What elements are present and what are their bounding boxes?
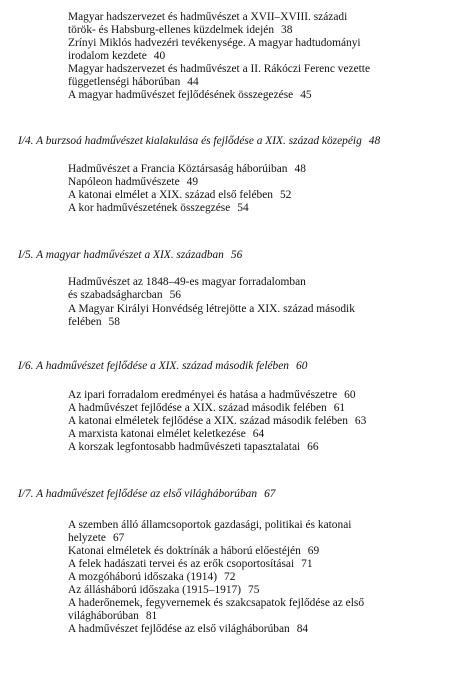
toc-entry-text: helyzete xyxy=(68,532,106,545)
toc-entry xyxy=(68,584,463,597)
page-number: 56 xyxy=(169,289,181,302)
toc-entry xyxy=(68,276,463,302)
page-number: 75 xyxy=(248,584,260,596)
toc-entry-text: A hadművészet fejlődése az első világháborúban xyxy=(68,623,290,635)
page-number: 40 xyxy=(153,50,166,63)
toc-entry xyxy=(68,519,463,545)
toc-entry-text: A hadművészet fejlődése a XIX. század második felében xyxy=(68,402,327,414)
toc-entry-text: A katonai elmélet a XIX. század első felében xyxy=(68,189,273,201)
toc-entry xyxy=(68,441,463,454)
toc-entry-text: Magyar hadszervezet és hadművészet a XVII–XVIII. századi xyxy=(68,11,348,23)
page-number: 71 xyxy=(301,558,313,570)
toc-entry-text: felében xyxy=(68,316,102,329)
toc-entry xyxy=(68,402,463,415)
toc-entry xyxy=(68,37,463,63)
toc-entry xyxy=(68,545,463,558)
section-title: I/6. A hadművészet fejlődése a XIX. század második felében xyxy=(18,360,290,372)
toc-entry xyxy=(68,389,463,402)
section-title: I/4. A burzsoá hadművészet kialakulása és fejlődése a XIX. század közepéig xyxy=(18,135,362,147)
toc-entry-text: Hadművészet az 1848–49-es magyar forradalomban xyxy=(68,276,306,288)
page-number: 84 xyxy=(296,623,309,635)
page-number: 60 xyxy=(296,360,308,372)
section-heading xyxy=(18,135,470,148)
page-number: 66 xyxy=(307,441,319,453)
page-number: 67 xyxy=(264,488,276,500)
toc-entry-text: A magyar hadművészet fejlődésének összegezése xyxy=(68,89,294,101)
page-number: 60 xyxy=(344,389,356,401)
page-number: 67 xyxy=(112,532,125,545)
page-number: 48 xyxy=(294,163,306,175)
page-number: 64 xyxy=(252,428,265,440)
toc-entry xyxy=(68,63,463,89)
toc-entry-text: A kor hadművészetének összegzése xyxy=(68,202,231,214)
toc-entry xyxy=(68,597,463,623)
toc-entry-text: A szemben álló államcsoportok gazdasági, politikai és katonai xyxy=(68,519,352,531)
toc-entry xyxy=(68,11,463,37)
page-number: 63 xyxy=(354,415,367,427)
section-title: I/7. A hadművészet fejlődése az első világháborúban xyxy=(18,488,258,500)
toc-entry-text: Az állásháború időszaka (1915–1917) xyxy=(68,584,242,596)
toc-entry xyxy=(68,428,463,441)
toc-entry-text: Az ipari forradalom eredményei és hatása a hadművészetre xyxy=(68,389,338,401)
toc-entry xyxy=(68,202,463,215)
toc-entry xyxy=(68,176,463,189)
page-number: 48 xyxy=(368,135,381,147)
page-number: 44 xyxy=(187,76,199,89)
page-number: 58 xyxy=(108,316,120,329)
page-number: 49 xyxy=(186,176,199,188)
toc-entry-text: világháborúban xyxy=(68,610,139,623)
page-number: 52 xyxy=(279,189,292,201)
section-heading xyxy=(18,488,470,501)
toc-entry-text: Hadművészet a Francia Köztársaság háborúiban xyxy=(68,163,288,175)
toc-entry xyxy=(68,558,463,571)
toc-entry-text: Katonai elméletek és doktrínák a háború előestéjén xyxy=(68,545,301,557)
toc-entry xyxy=(68,163,463,176)
toc-entry-text: török- és Habsburg-ellenes küzdelmek idején xyxy=(68,24,275,37)
toc-entry xyxy=(68,623,463,636)
toc-entry-text: A Magyar Királyi Honvédség létrejötte a XIX. század második xyxy=(68,303,355,315)
section-title: I/5. A magyar hadművészet a XIX. században xyxy=(18,249,224,261)
toc-entry-text: függetlenségi háborúban xyxy=(68,76,181,89)
page-number: 38 xyxy=(281,24,293,37)
page-number: 61 xyxy=(333,402,346,414)
toc-entry-text: Napóleon hadművészete xyxy=(68,176,180,188)
page-number: 81 xyxy=(145,610,158,623)
toc-entry xyxy=(68,415,463,428)
toc-entry xyxy=(68,303,463,329)
page-number: 56 xyxy=(230,249,243,261)
page-number: 69 xyxy=(307,545,320,557)
page-number: 72 xyxy=(224,571,236,583)
toc-entry-text: irodalom kezdete xyxy=(68,50,147,63)
toc-entry-text: A felek hadászati tervei és az erők csoportosításai xyxy=(68,558,295,570)
toc-entry xyxy=(68,189,463,202)
toc-entry-text: A marxista katonai elmélet keletkezése xyxy=(68,428,246,440)
page-number: 45 xyxy=(300,89,312,101)
toc-entry-text: A korszak legfontosabb hadművészeti tapasztalatai xyxy=(68,441,301,453)
toc-entry-text: és szabadságharcban xyxy=(68,289,163,302)
toc-entry-text: Zrínyi Miklós hadvezéri tevékenysége. A magyar hadtudományi xyxy=(68,37,361,49)
section-heading xyxy=(18,360,470,373)
toc-entry xyxy=(68,571,463,584)
page-number: 54 xyxy=(237,202,249,214)
toc-entry xyxy=(68,89,463,102)
section-heading xyxy=(18,249,470,262)
toc-entry-text: A haderőnemek, fegyvernemek és szakcsapatok fejlődése az első xyxy=(68,597,365,609)
toc-entry-text: A mozgóháború időszaka (1914) xyxy=(68,571,217,583)
toc-entry-text: A katonai elméletek fejlődése a XIX. század második felében xyxy=(68,415,348,427)
toc-entry-text: Magyar hadszervezet és hadművészet a II. Rákóczi Ferenc vezette xyxy=(68,63,371,75)
